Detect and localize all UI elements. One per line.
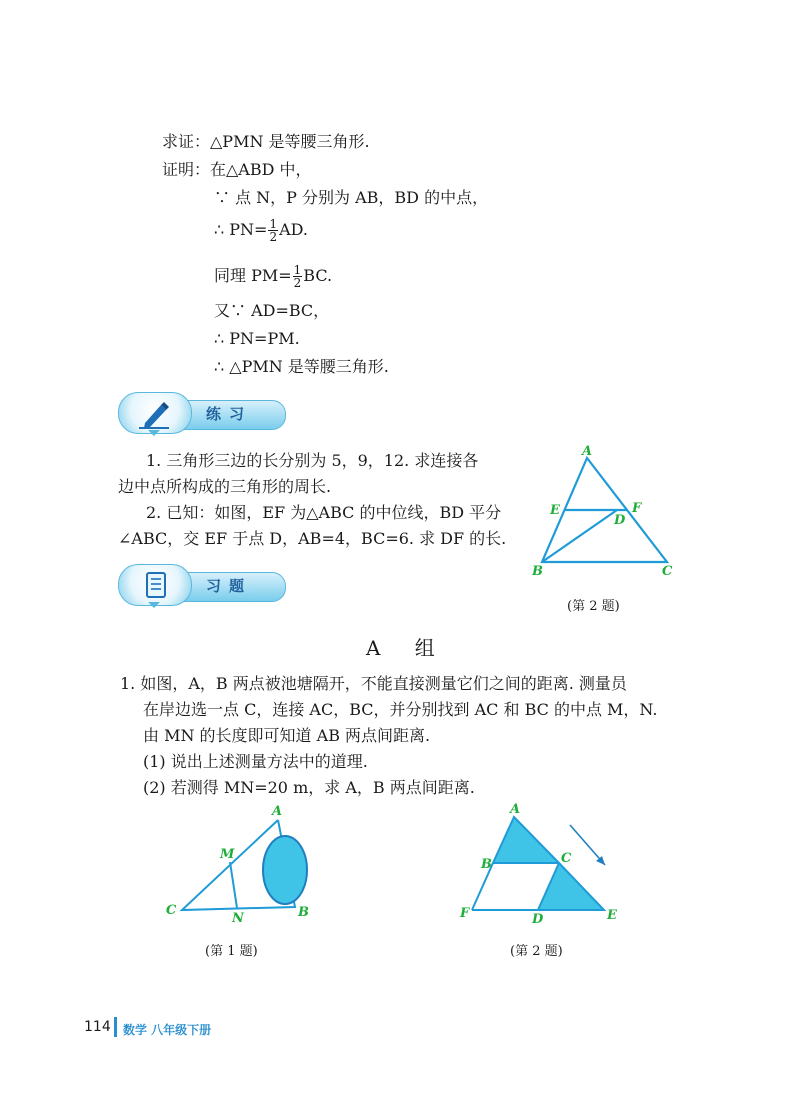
proof-line-2-end: AD. [279,220,308,239]
translation-figure-caption: (第 2 题) [510,944,563,959]
label-e: E [607,908,617,923]
label-c: C [166,903,177,918]
proof-line-2 [214,218,308,243]
proof-line-3 [214,264,332,289]
proof-claim: 求证：△PMN 是等腰三角形. [162,132,370,151]
pond-figure-caption: (第 1 题) [205,944,258,959]
exercises-banner [118,564,288,608]
practice-q2-line-2: ∠ABC，交 EF 于点 D，AB=4，BC=6. 求 DF 的长. [118,529,507,548]
exercise-q1-line-1: 1. 如图，A，B 两点被池塘隔开，不能直接测量它们之间的距离. 测量员 [120,674,627,693]
exercise-q1-part-1: (1) 说出上述测量方法中的道理. [143,752,368,771]
proof-line-5: ∴ PN=PM. [214,329,300,348]
practice-q1-line-1: 1. 三角形三边的长分别为 5，9，12. 求连接各 [146,451,479,470]
label-c: C [561,851,572,866]
label-d: D [532,912,544,927]
exercise-q1-line-2: 在岸边选一点 C，连接 AC，BC，并分别找到 AC 和 BC 的中点 M，N. [143,700,658,719]
practice-figure-caption: (第 2 题) [567,599,620,614]
label-c: C [662,564,673,579]
fraction-half: $\frac{1}{2}$ [269,217,278,244]
pond-figure [160,800,330,930]
proof-line-3-text: 同理 PM= [214,266,292,285]
label-f: F [632,501,642,516]
label-b: B [481,857,492,872]
label-b: B [532,564,543,579]
label-a: A [582,444,593,459]
exercises-banner-pointer [148,602,160,608]
label-d: D [614,513,626,528]
page-number: 114 [84,1019,111,1035]
proof-line-4: 又∵ AD=BC， [214,301,330,320]
label-n: N [232,911,244,926]
group-title: A 组 [366,636,449,660]
label-f: F [460,906,470,921]
proof-line-2-text: ∴ PN= [214,220,268,239]
practice-figure [520,440,690,590]
label-a: A [272,804,283,819]
proof-start: 证明：在△ABD 中， [162,160,312,179]
translation-figure [455,795,630,930]
shaded-triangle-abc [493,817,559,863]
practice-banner-pointer [148,430,160,436]
exercises-banner-label: 习题 [206,577,253,595]
label-b: B [298,905,309,920]
label-m: M [220,847,235,862]
proof-line-3-end: BC. [303,266,333,285]
book-title: 数学 八年级下册 [123,1023,212,1037]
practice-banner-label: 练习 [206,405,253,423]
exercise-q1-line-3: 由 MN 的长度即可知道 AB 两点间距离. [143,726,431,745]
footer-divider [114,1017,117,1037]
pond-shape [263,836,307,904]
proof-line-6: ∴ △PMN 是等腰三角形. [214,357,389,376]
shaded-triangle-cde [538,863,604,910]
triangle-abc [542,458,667,562]
label-e: E [550,503,560,518]
exercise-q1-part-2: (2) 若测得 MN=20 m，求 A，B 两点间距离. [143,778,475,797]
fraction-half: $\frac{1}{2}$ [293,263,302,290]
proof-line-1: ∵ 点 N，P 分别为 AB，BD 的中点， [214,188,489,207]
notebook-icon [118,564,192,606]
practice-banner [118,392,288,436]
direction-arrow [570,825,605,865]
practice-q2-line-1: 2. 已知：如图，EF 为△ABC 的中位线，BD 平分 [146,503,502,522]
pencil-icon [118,392,192,434]
label-a: A [510,802,521,817]
practice-q1-line-2: 边中点所构成的三角形的周长. [118,477,332,496]
